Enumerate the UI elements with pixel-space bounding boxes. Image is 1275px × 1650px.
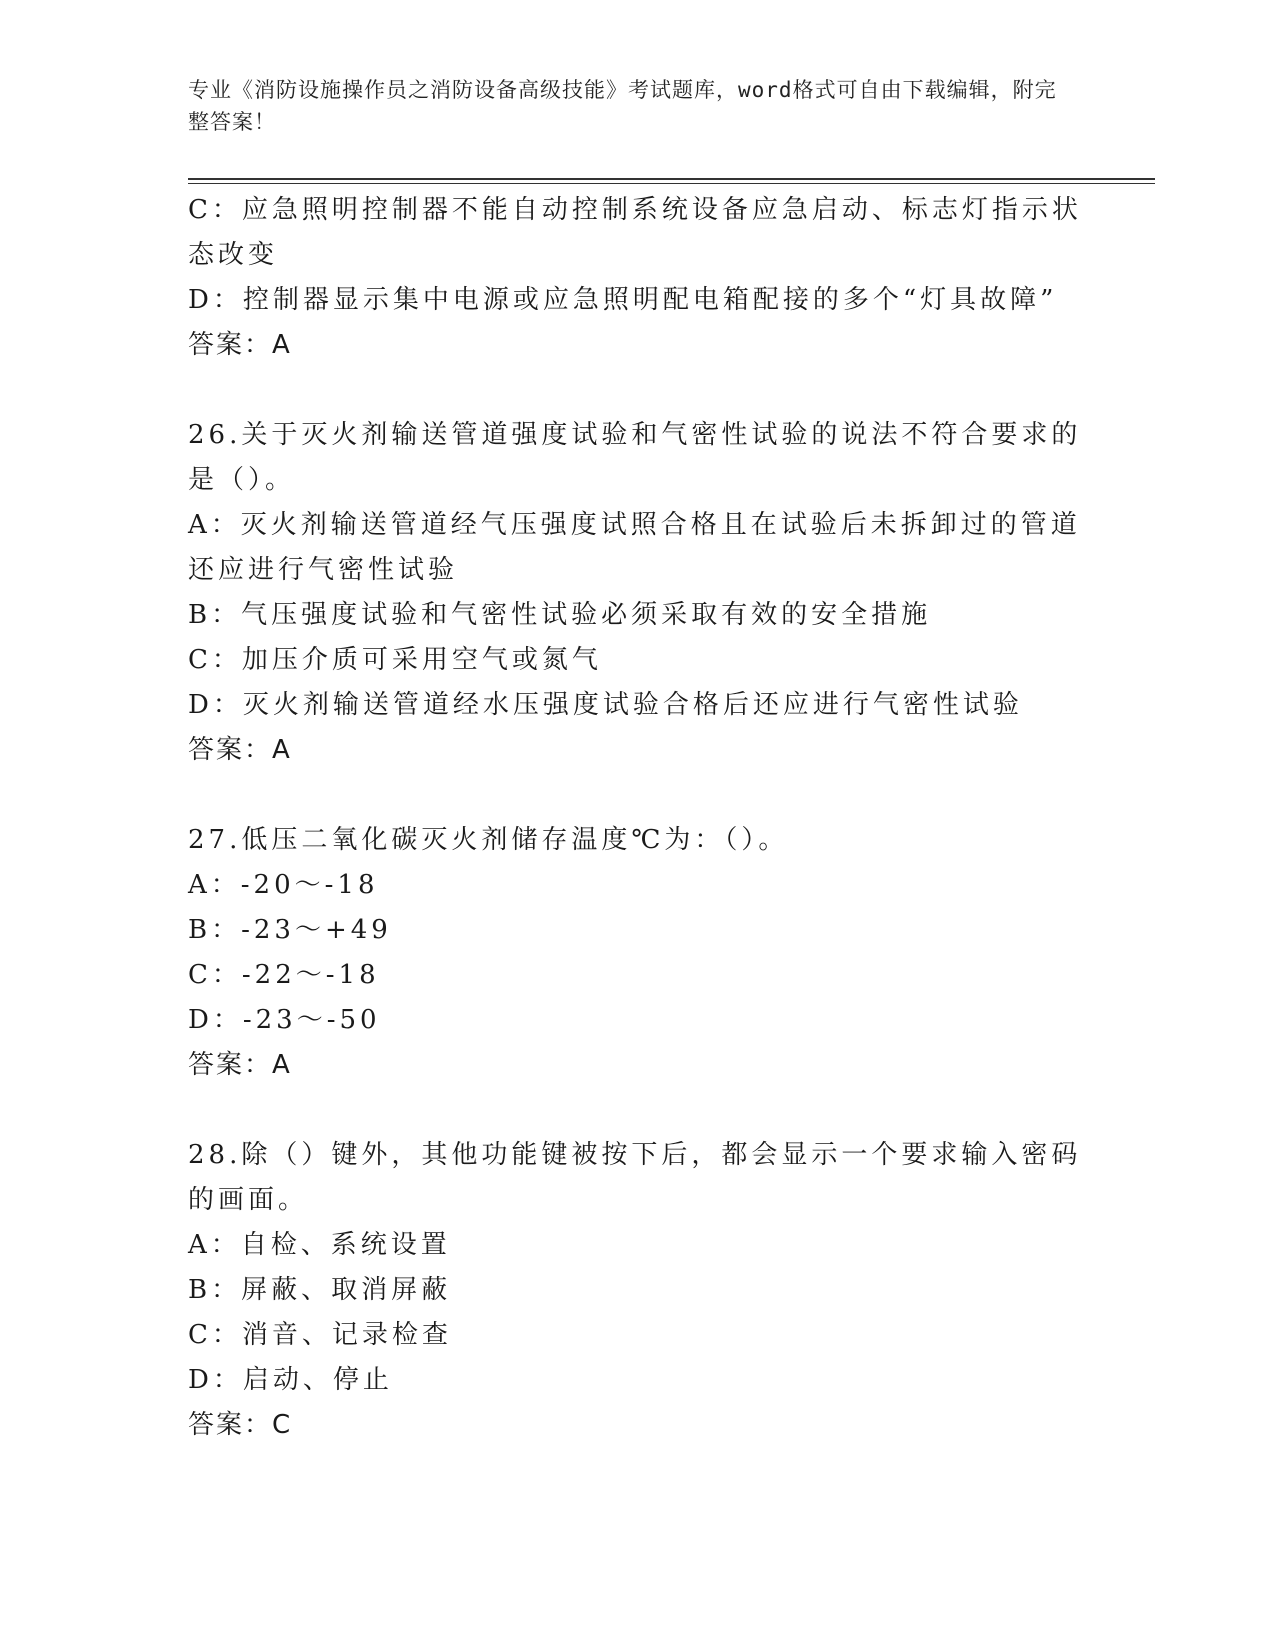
- question-list: [188, 188, 1083, 1448]
- option-c: C：消音、记录检查: [188, 1320, 452, 1350]
- option-b: B：气压强度试验和气密性试验必须采取有效的安全措施: [188, 600, 932, 630]
- header-divider-thin: [188, 183, 1155, 184]
- option-d: D：灭火剂输送管道经水压强度试验合格后还应进行气密性试验: [188, 690, 1023, 720]
- answer: 答案：A: [188, 1050, 292, 1080]
- spacer: [188, 368, 1083, 413]
- question-25-tail: [188, 188, 1083, 368]
- option-d: D：-23～-50: [188, 1005, 381, 1035]
- spacer: [188, 773, 1083, 818]
- answer: 答案：A: [188, 330, 292, 360]
- option-c: C：加压介质可采用空气或氮气: [188, 645, 602, 675]
- option-d: D：控制器显示集中电源或应急照明配电箱配接的多个“灯具故障”: [188, 285, 1058, 315]
- answer: 答案：C: [188, 1410, 293, 1440]
- spacer: [188, 1088, 1083, 1133]
- option-b: B：屏蔽、取消屏蔽: [188, 1275, 452, 1305]
- question-28: [188, 1133, 1083, 1448]
- question-27: [188, 818, 1083, 1088]
- option-a: A：-20～-18: [188, 870, 379, 900]
- question-26: [188, 413, 1083, 773]
- header-divider-thick: [188, 178, 1155, 180]
- option-a: A：自检、系统设置: [188, 1230, 451, 1260]
- option-c: C：应急照明控制器不能自动控制系统设备应急启动、标志灯指示状态改变: [188, 195, 1082, 270]
- answer: 答案：A: [188, 735, 292, 765]
- question-text: 27.低压二氧化碳灭火剂储存温度℃为：（）。: [188, 825, 789, 855]
- option-c: C：-22～-18: [188, 960, 380, 990]
- option-b: B：-23～+49: [188, 915, 392, 945]
- option-a: A：灭火剂输送管道经气压强度试照合格且在试验后未拆卸过的管道还应进行气密性试验: [188, 510, 1081, 585]
- question-text: 26.关于灭火剂输送管道强度试验和气密性试验的说法不符合要求的是（）。: [188, 420, 1082, 495]
- question-text: 28.除（）键外，其他功能键被按下后，都会显示一个要求输入密码的画面。: [188, 1140, 1082, 1215]
- option-d: D：启动、停止: [188, 1365, 393, 1395]
- document-header: 专业《消防设施操作员之消防设备高级技能》考试题库，word格式可自由下载编辑，附完整答案！: [188, 78, 1057, 134]
